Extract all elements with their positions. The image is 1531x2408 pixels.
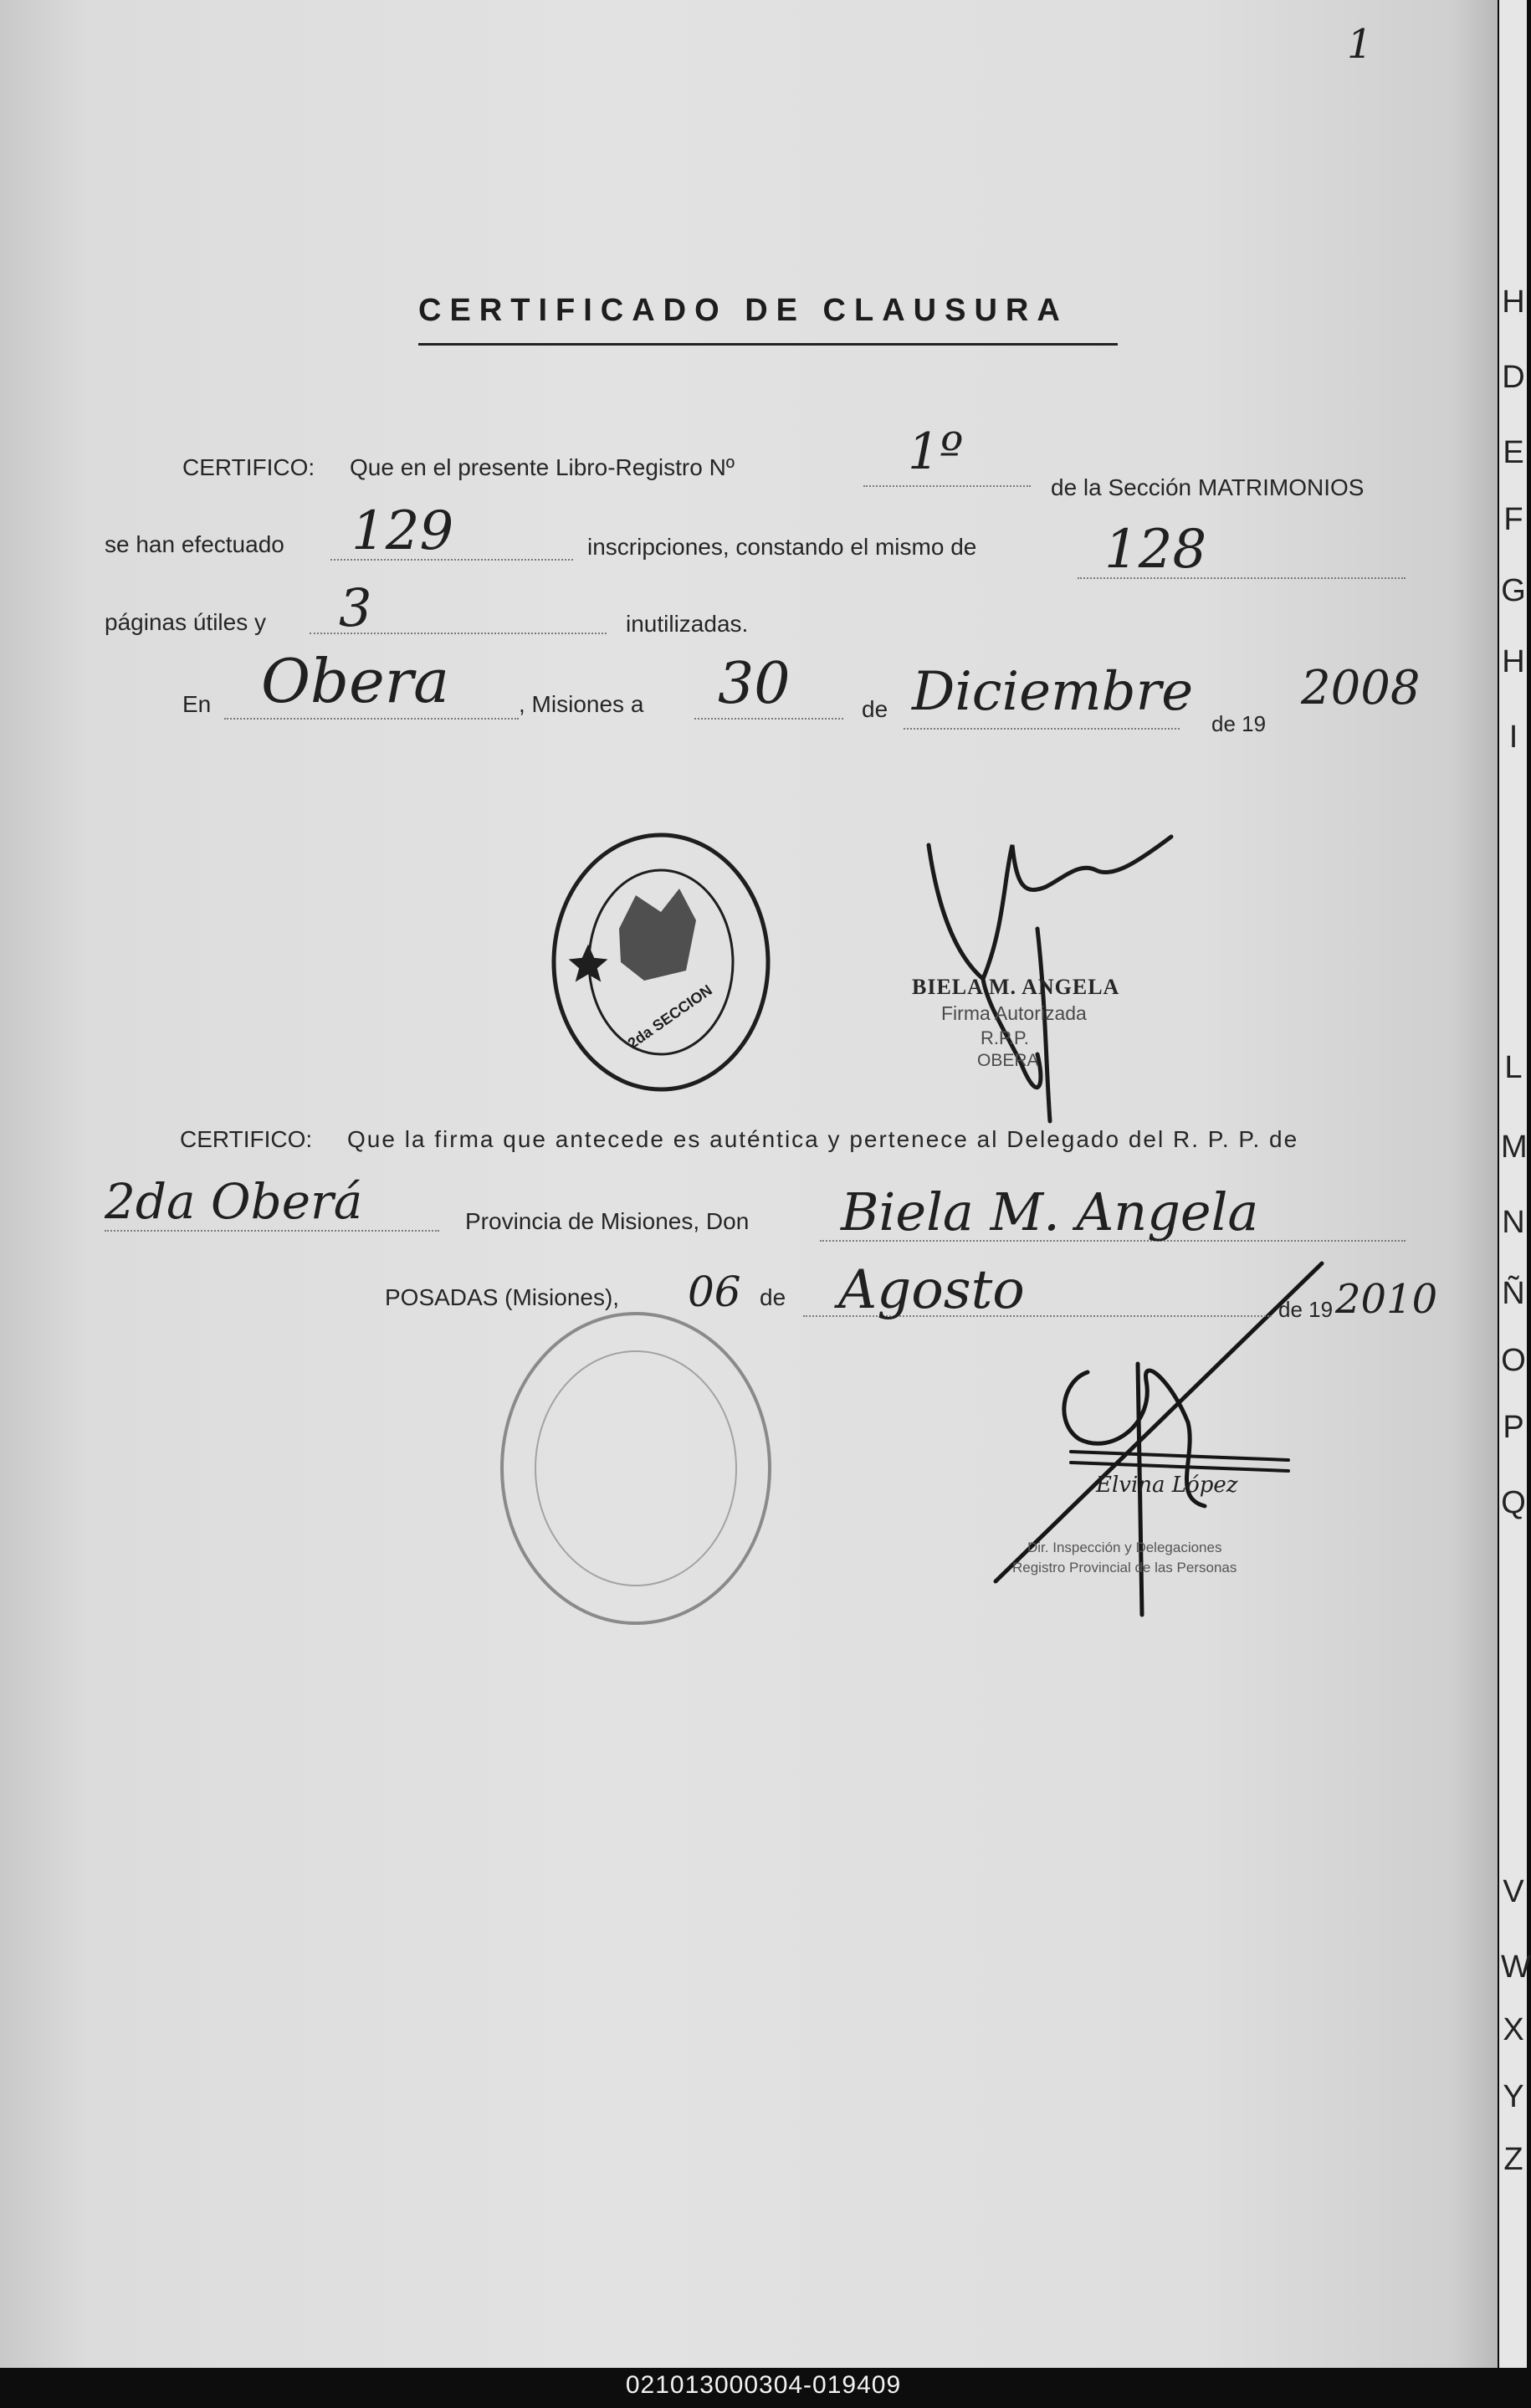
inutilizadas-count: 3 — [339, 577, 372, 638]
anio-prefix-2: de 19 — [1278, 1297, 1334, 1322]
delegacion-value: 2da Oberá — [105, 1173, 363, 1230]
misiones-text: , Misiones a — [519, 691, 644, 717]
index-tab-letter: D — [1502, 360, 1525, 395]
index-tab-letter: G — [1501, 573, 1526, 608]
certifico-label-1: CERTIFICO: — [182, 454, 315, 480]
provincia-text: Provincia de Misiones, Don — [465, 1208, 750, 1234]
index-tab-letter: F — [1503, 502, 1523, 537]
inutilizadas-text: inutilizadas. — [626, 611, 749, 637]
index-tab-letter: Z — [1503, 2142, 1523, 2177]
signature1-org: R.P.P. — [981, 1027, 1029, 1048]
anio-value-1: 2008 — [1301, 661, 1421, 715]
index-tab-letter: I — [1508, 720, 1518, 755]
seal-inner-text: 2da SECCION — [624, 981, 715, 1053]
index-tab-letter: Q — [1501, 1485, 1526, 1520]
lugar-value: Obera — [261, 646, 450, 716]
certifico-label-2: CERTIFICO: — [180, 1126, 313, 1152]
registry-seal — [554, 835, 768, 1089]
anio-prefix-1: de 19 — [1211, 711, 1267, 736]
don-nombre-value: Biela M. Angela — [841, 1181, 1259, 1242]
seccion-text: de la Sección MATRIMONIOS — [1051, 474, 1365, 500]
index-tab-letter: V — [1503, 1874, 1524, 1909]
de-text-1: de — [862, 696, 888, 722]
index-tab-letter: W — [1501, 1949, 1531, 1985]
index-tab-letter: P — [1503, 1410, 1524, 1445]
posadas-text: POSADAS (Misiones), — [385, 1284, 620, 1310]
index-tab-letter: L — [1504, 1050, 1523, 1085]
index-tab-letter: Ñ — [1502, 1276, 1525, 1311]
signature1-role: Firma Autorizada — [941, 1002, 1087, 1024]
paginas-count: 128 — [1104, 519, 1207, 581]
de-text-2: de — [760, 1284, 786, 1310]
dia-value: 30 — [718, 651, 791, 717]
faint-seal — [502, 1314, 770, 1623]
signature1-name: BIELA M. ANGELA — [912, 975, 1120, 999]
anio-value-2: 2010 — [1335, 1276, 1438, 1323]
page-number-mark: 1 — [1347, 21, 1373, 68]
signature2-name: Elvina López — [1096, 1473, 1238, 1498]
para1-line1-text: Que en el presente Libro-Registro Nº — [350, 454, 735, 480]
index-tab-letter: X — [1503, 2012, 1524, 2047]
index-tab-letter: H — [1502, 284, 1525, 320]
efectuado-text: se han efectuado — [105, 531, 284, 557]
signature2-title-2: Registro Provincial de las Personas — [1012, 1560, 1237, 1575]
signature1-place: OBERA — [977, 1051, 1039, 1070]
inscripciones-count: 129 — [351, 500, 454, 562]
dia2-value: 06 — [688, 1268, 741, 1316]
index-tab-letter: N — [1502, 1205, 1525, 1240]
delegacion-line — [105, 1230, 439, 1232]
signature2-title-1: Dir. Inspección y Delegaciones — [1027, 1540, 1222, 1555]
document-title: CERTIFICADO DE CLAUSURA — [418, 293, 1068, 328]
index-tab-edge — [1499, 0, 1531, 2368]
index-tab-letter: H — [1502, 644, 1525, 679]
index-tab-letter: O — [1501, 1343, 1526, 1378]
mes2-value: Agosto — [838, 1259, 1025, 1321]
inscripciones-text: inscripciones, constando el mismo de — [587, 534, 977, 560]
mes-value: Diciembre — [912, 661, 1194, 723]
index-tab-letter: E — [1503, 435, 1524, 470]
index-tab-letter: Y — [1503, 2079, 1524, 2114]
index-tab-letter: M — [1501, 1130, 1528, 1165]
scan-id: 021013000304-019409 — [625, 2371, 902, 2399]
paginas-utiles-text: páginas útiles y — [105, 609, 267, 635]
libro-numero-value: 1º — [908, 423, 964, 481]
en-text: En — [182, 691, 212, 717]
para2-line1-text: Que la firma que antecede es auténtica y pertenece al Delegado del R. P. P. de — [347, 1126, 1299, 1152]
